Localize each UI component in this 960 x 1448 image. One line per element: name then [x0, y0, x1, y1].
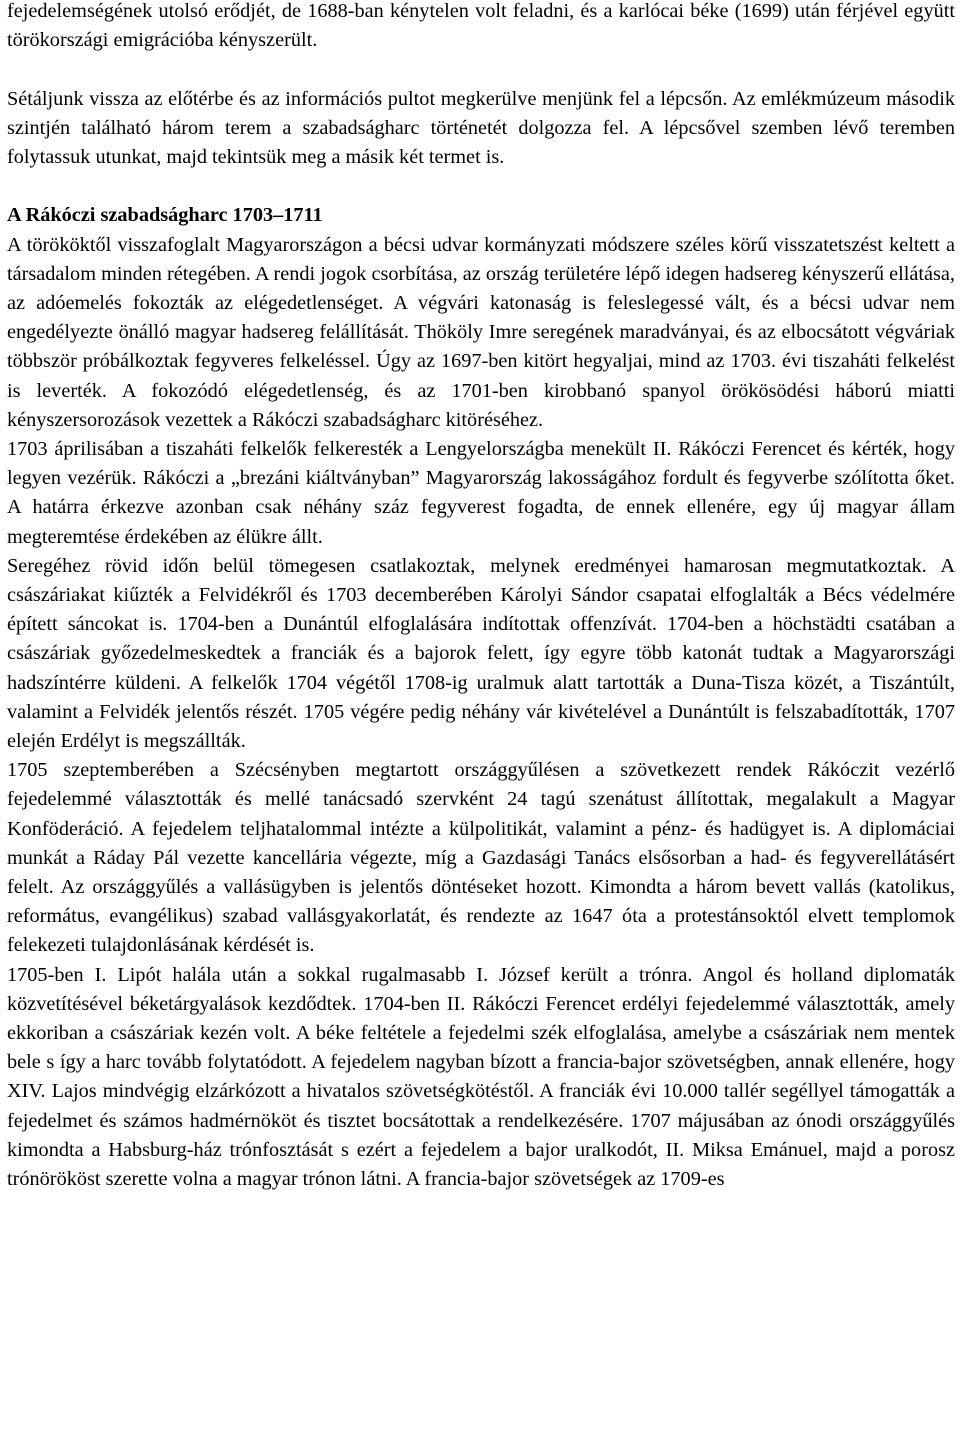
body-paragraph: 1703 áprilisában a tiszaháti felkelők felkeresték a Lengyelországba menekült II. Rákóczi Ferencet és kérték, hogy legyen vezérük. Rákóczi a „brezáni kiáltványban” Magyarország lakosságához fordult és fegyverbe szólította őket. A határra érkezve azonban csak néhány száz fegyverest fogadta, de ennek ellenére, egy új magyar állam megteremtése érdekében az élükre állt.	[7, 438, 955, 548]
intro-paragraph: fejedelemségének utolsó erődjét, de 1688-ban kénytelen volt feladni, és a karlócai béke (1699) után férjével együtt törökországi emigrációba kényszerült.	[7, 0, 955, 52]
body-paragraph: 1705 szeptemberében a Szécsényben megtartott országgyűlésen a szövetkezett rendek Rákóczit vezérlő fejedelemmé választották és mellé tanácsadó szervként 24 tagú szenátust állítottak, megalakult a Magyar Konföderáció. A fejedelem teljhatalommal intézte a külpolitikát, valamint a pénz- és hadügyet is. A diplomáciai munkát a Ráday Pál vezette kancellária végezte, míg a Gazdasági Tanács elsősorban a had- és fegyverellátásért felelt. Az országgyűlés a vallásügyben is jelentős döntéseket hozott. Kimondta a három bevett vallás (katolikus, református, evangélikus) szabad vallásgyakorlatát, és rendezte az 1647 óta a protestánsoktól elvett templomok felekezeti tulajdonlásának kérdését is.	[7, 759, 955, 957]
document-page	[7, 0, 955, 1194]
body-paragraph: 1705-ben I. Lipót halála után a sokkal rugalmasabb I. József került a trónra. Angol és holland diplomaták közvetítésével béketárgyalások kezdődtek. 1704-ben II. Rákóczi Ferencet erdélyi fejedelemmé választották, amely ekkoriban a császáriak kezén volt. A béke feltétele a fejedelmi szék elfoglalása, amelybe a császáriak nem mentek bele s így a harc tovább folytatódott. A fejedelem nagyban bízott a francia-bajor szövetségben, annak ellenére, hogy XIV. Lajos mindvégig elzárkózott a hivatalos szövetségkötéstől. A franciák évi 10.000 tallér segéllyel támogatták a fejedelmet és számos hadmérnököt és tisztet bocsátottak a rendelkezésére. 1707 májusában az ónodi országgyűlés kimondta a Habsburg-ház trónfosztását s ezért a fejedelem a bajor uralkodót, II. Miksa Emánuel, majd a porosz trónörököst szerette volna a magyar trónon látni. A francia-bajor szövetségek az 1709-es	[7, 963, 955, 1191]
body-paragraph: Seregéhez rövid időn belül tömegesen csatlakoztak, melynek eredményei hamarosan megmutatkoztak. A császáriakat kiűzték a Felvidékről és 1703 decemberében Károlyi Sándor csapatai elfoglalták a Bécs védelmére épített sáncokat is. 1704-ben a Dunántúl elfoglalására indítottak offenzívát. 1704-ben a höchstädti csatában a császáriak győzedelmeskedtek a franciák és a bajorok felett, így egyre több katonát tudtak a Magyarországi hadszíntérre küldeni. A felkelők 1704 végétől 1708-ig uralmuk alatt tartották a Duna-Tisza közét, a Tiszántúlt, valamint a Felvidék jelentős részét. 1705 végére pedig néhány vár kivételével a Dunántúlt is felszabadították, 1707 elején Erdélyt is megszállták.	[7, 554, 955, 753]
paragraph-spacer	[7, 172, 955, 201]
paragraph-spacer	[7, 55, 955, 84]
section-heading: A Rákóczi szabadságharc 1703–1711	[7, 204, 323, 227]
body-paragraph: A törököktől visszafoglalt Magyarországon a bécsi udvar kormányzati módszere széles körű visszatetszést keltett a társadalom minden rétegében. A rendi jogok csorbítása, az ország területére lépő idegen hadsereg kényszerű ellátása, az adóemelés fokozták az elégedetlenséget. A végvári katonaság is feleslegessé vált, és a bécsi udvar nem engedélyezte önálló magyar hadsereg felállítását. Thököly Imre seregének maradványai, és az elbocsátott végváriak többször próbálkoztak fegyveres felkeléssel. Úgy az 1697-ben kitört hegyaljai, mind az 1703. évi tiszaháti felkelést is leverték. A fokozódó elégedetlenség, és az 1701-ben kirobbanó spanyol örökösödési háború miatti kényszersorozások vezettek a Rákóczi szabadságharc kitöréséhez.	[7, 233, 955, 431]
walk-paragraph: Sétáljunk vissza az előtérbe és az információs pultot megkerülve menjünk fel a lépcsőn. Az emlékmúzeum második szintjén található három terem a szabadságharc történetét dolgozza fel. A lépcsővel szemben lévő teremben folytassuk utunkat, majd tekintsük meg a másik két termet is.	[7, 87, 955, 168]
